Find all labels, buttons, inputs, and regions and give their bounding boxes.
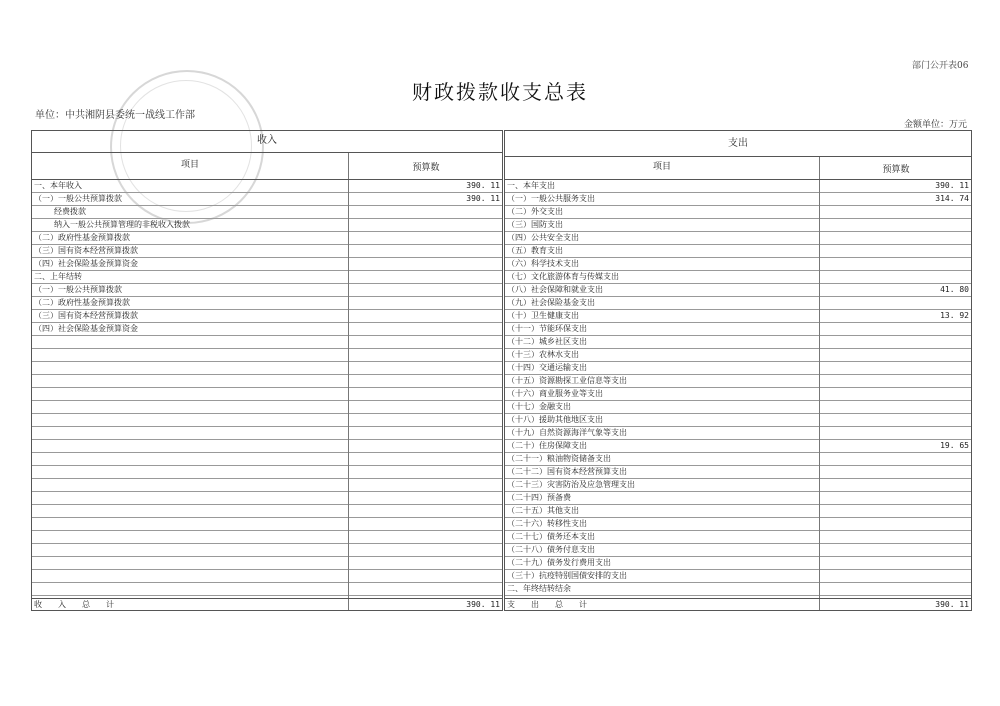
income-row (32, 531, 502, 544)
row-label: （十四）交通运输支出 (507, 363, 587, 372)
expense-row (505, 206, 971, 219)
expense-row (505, 297, 971, 310)
expense-section-label: 支出 (728, 138, 748, 149)
income-row (32, 518, 502, 531)
expense-row (505, 180, 971, 193)
expense-row (505, 401, 971, 414)
row-amount: 390. 11 (935, 181, 969, 190)
row-label: 一、本年收入 (34, 181, 82, 190)
income-row (32, 180, 502, 193)
expense-col-amount: 预算数 (882, 165, 910, 175)
row-label: （二十一）粮油物资储备支出 (507, 454, 611, 463)
row-label: 一、本年支出 (507, 181, 555, 190)
row-label: （十六）商业服务业等支出 (507, 389, 603, 398)
row-label: （七）文化旅游体育与传媒支出 (507, 272, 619, 281)
income-row (32, 544, 502, 557)
income-row (32, 479, 502, 492)
row-label: （八）社会保障和就业支出 (507, 285, 603, 294)
expense-row (505, 310, 971, 323)
row-label: （十三）农林水支出 (507, 350, 579, 359)
income-row (32, 219, 502, 232)
row-amount: 19. 65 (940, 441, 969, 450)
money-unit-label: 金额单位：万元 (904, 120, 968, 130)
row-amount: 41. 80 (940, 285, 969, 294)
income-col-item: 项目 (180, 160, 199, 170)
row-label: （十五）资源勘探工业信息等支出 (507, 376, 627, 385)
expense-row (505, 271, 971, 284)
income-row (32, 440, 502, 453)
row-label: （四）公共安全支出 (507, 233, 579, 242)
expense-row (505, 245, 971, 258)
income-total-amount: 390. 11 (466, 600, 500, 609)
row-label: 经费拨款 (54, 207, 86, 216)
income-row (32, 271, 502, 284)
expense-row (505, 414, 971, 427)
unit-label: 单位：中共湘阴县委统一战线工作部 (35, 110, 195, 121)
income-row (32, 193, 502, 206)
row-label: （三十）抗疫特别国债安排的支出 (507, 571, 627, 580)
expense-row (505, 505, 971, 518)
income-row (32, 323, 502, 336)
expense-row (505, 219, 971, 232)
row-label: 纳入一般公共预算管理的非税收入拨款 (54, 220, 190, 229)
row-amount: 13. 92 (940, 311, 969, 320)
document-code: 部门公开表06 (912, 61, 969, 71)
expense-row (505, 388, 971, 401)
row-label: （三）国有资本经营预算拨款 (34, 246, 138, 255)
expense-panel (504, 130, 972, 611)
income-row (32, 349, 502, 362)
income-row (32, 505, 502, 518)
income-row (32, 466, 502, 479)
expense-row (505, 323, 971, 336)
expense-row (505, 232, 971, 245)
expense-row (505, 375, 971, 388)
row-label: （十八）援助其他地区支出 (507, 415, 603, 424)
row-label: （十七）金融支出 (507, 402, 571, 411)
expense-row (505, 466, 971, 479)
income-row (32, 258, 502, 271)
income-row (32, 362, 502, 375)
row-label: （二十五）其他支出 (507, 506, 579, 515)
income-row (32, 336, 502, 349)
row-label: 二、年终结转结余 (507, 584, 571, 593)
expense-row (505, 583, 971, 596)
income-row (32, 232, 502, 245)
row-label: （十九）自然资源海洋气象等支出 (507, 428, 627, 437)
row-amount: 390. 11 (466, 194, 500, 203)
row-amount: 314. 74 (935, 194, 969, 203)
expense-row (505, 544, 971, 557)
expense-total-amount: 390. 11 (935, 600, 969, 609)
income-row (32, 570, 502, 583)
income-row (32, 583, 502, 596)
income-row (32, 557, 502, 570)
expense-row (505, 570, 971, 583)
row-label: （二）外交支出 (507, 207, 563, 216)
row-label: （二十）住房保障支出 (507, 441, 587, 450)
row-label: （十一）节能环保支出 (507, 324, 587, 333)
row-label: （二十九）债务发行费用支出 (507, 558, 611, 567)
income-section-header (32, 131, 502, 153)
row-label: （一）一般公共服务支出 (507, 194, 595, 203)
expense-row (505, 518, 971, 531)
income-col-amount: 预算数 (412, 163, 440, 173)
expense-row (505, 531, 971, 544)
income-row (32, 401, 502, 414)
row-label: （四）社会保险基金预算资金 (34, 259, 138, 268)
income-row (32, 375, 502, 388)
row-label: （二）政府性基金预算拨款 (34, 233, 130, 242)
row-label: （三）国防支出 (507, 220, 563, 229)
row-label: （二十三）灾害防治及应急管理支出 (507, 480, 635, 489)
expense-row (505, 193, 971, 206)
row-label: （九）社会保险基金支出 (507, 298, 595, 307)
expense-col-item: 项目 (652, 162, 671, 172)
expense-row (505, 427, 971, 440)
row-label: （六）科学技术支出 (507, 259, 579, 268)
income-row (32, 245, 502, 258)
expense-row (505, 349, 971, 362)
row-label: （十二）城乡社区支出 (507, 337, 587, 346)
expense-row (505, 492, 971, 505)
income-row (32, 414, 502, 427)
row-label: 二、上年结转 (34, 272, 82, 281)
income-row (32, 388, 502, 401)
expense-row (505, 479, 971, 492)
row-label: （二十四）预备费 (507, 493, 571, 502)
row-label: （三）国有资本经营预算拨款 (34, 311, 138, 320)
expense-row (505, 440, 971, 453)
expense-section-header (505, 131, 971, 157)
expense-row (505, 258, 971, 271)
row-label: （一）一般公共预算拨款 (34, 285, 122, 294)
income-row (32, 284, 502, 297)
row-label: （二十八）债务付息支出 (507, 545, 595, 554)
expense-row (505, 284, 971, 297)
income-row (32, 310, 502, 323)
expense-column-header (505, 157, 971, 180)
expense-total-row (505, 598, 971, 611)
row-label: （一）一般公共预算拨款 (34, 194, 122, 203)
income-row (32, 427, 502, 440)
income-total-row (32, 598, 502, 611)
income-row (32, 492, 502, 505)
income-column-header (32, 153, 502, 180)
income-row (32, 453, 502, 466)
page-title: 财政拨款收支总表 (412, 80, 588, 104)
expense-total-label: 支 出 总 计 (507, 600, 587, 609)
row-label: （十）卫生健康支出 (507, 311, 579, 320)
income-panel (31, 130, 503, 611)
income-row (32, 206, 502, 219)
expense-row (505, 453, 971, 466)
row-label: （二）政府性基金预算拨款 (34, 298, 130, 307)
expense-row (505, 336, 971, 349)
expense-row (505, 362, 971, 375)
expense-row (505, 557, 971, 570)
income-section-label: 收入 (257, 135, 277, 146)
row-label: （二十七）债务还本支出 (507, 532, 595, 541)
row-amount: 390. 11 (466, 181, 500, 190)
row-label: （四）社会保险基金预算资金 (34, 324, 138, 333)
income-row (32, 297, 502, 310)
income-divider (348, 180, 349, 610)
row-label: （二十二）国有资本经营预算支出 (507, 467, 627, 476)
row-label: （二十六）转移性支出 (507, 519, 587, 528)
row-label: （五）教育支出 (507, 246, 563, 255)
expense-divider (819, 180, 820, 610)
income-total-label: 收 入 总 计 (34, 600, 114, 609)
